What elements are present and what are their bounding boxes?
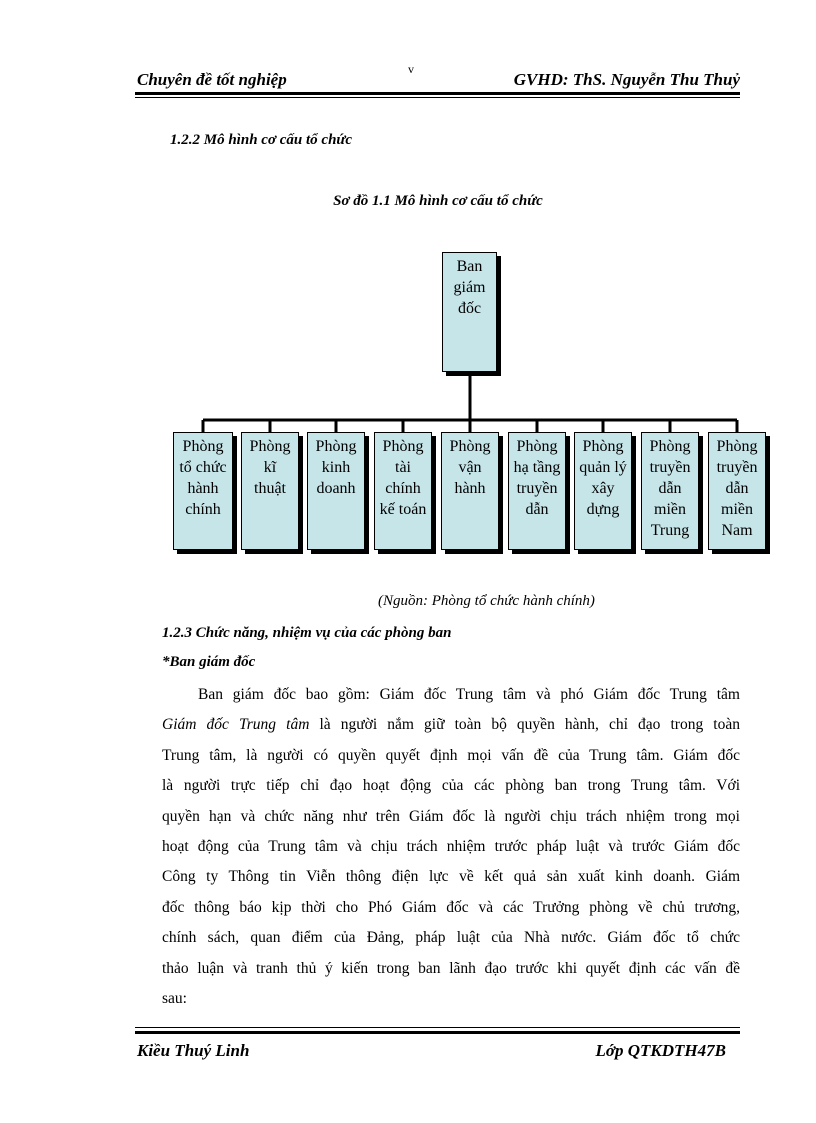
header-page-mark: v (408, 62, 414, 76)
subsection-heading: 1.2.3 Chức năng, nhiệm vụ của các phòng ban (162, 625, 452, 641)
org-box-dept-transmission-central: Phòng truyền dẫn miền Trung (641, 432, 699, 550)
paragraph-line: sau: (162, 990, 187, 1008)
paragraph-line: hoạt động của Trung tâm và chịu trách nhiệm trước pháp luật và trước Giám đốc (162, 838, 740, 856)
paragraph-line: quyền hạn và chức năng như trên Giám đốc là người chịu trách nhiệm trong mọi (162, 807, 740, 825)
org-box-dept-admin: Phòng tổ chức hành chính (173, 432, 233, 550)
org-box-dept-infrastructure: Phòng hạ tầng truyền dẫn (508, 432, 566, 550)
italic-lead: Giám đốc Trung tâm (162, 716, 310, 734)
org-box-dept-technical: Phòng kĩ thuật (241, 432, 299, 550)
paragraph-line: đốc thông báo kịp thời cho Phó Giám đốc và các Trưởng phòng về chủ trương, (162, 898, 740, 916)
footer-author: Kiều Thuý Linh (137, 1041, 250, 1060)
org-box-dept-finance: Phòng tài chính kế toán (374, 432, 432, 550)
org-box-dept-business: Phòng kinh doanh (307, 432, 365, 550)
body-paragraph (162, 680, 740, 1014)
footer-rule-thick (135, 1031, 740, 1034)
header-left-title: Chuyên đề tốt nghiệp (137, 70, 287, 89)
paragraph-line: chính sách, quan điểm của Đảng, pháp luật của Nhà nước. Giám đốc tổ chức (162, 929, 740, 947)
footer-class: Lớp QTKDTH47B (595, 1041, 726, 1060)
paragraph-line: Công ty Thông tin Viễn thông điện lực về kết quả sản xuất kinh doanh. Giám (162, 868, 740, 886)
paragraph-line: thảo luận và tranh thủ ý kiến trong ban lãnh đạo trước khi quyết định các vấn đề (162, 959, 740, 977)
figure-title: Sơ đồ 1.1 Mô hình cơ cấu tổ chức (333, 193, 543, 209)
org-box-dept-operations: Phòng vận hành (441, 432, 499, 550)
paragraph-line: Trung tâm, là người có quyền quyết định mọi vấn đề của Trung tâm. Giám đốc (162, 746, 740, 764)
org-box-board-of-directors: Ban giám đốc (442, 252, 497, 372)
org-box-dept-construction: Phòng quản lý xây dựng (574, 432, 632, 550)
footer-rule-thin (135, 1027, 740, 1028)
paragraph-line: Giám đốc Trung tâm là người nắm giữ toàn bộ quyền hành, chỉ đạo trong toàn (162, 716, 740, 734)
paragraph-line: Ban giám đốc bao gồm: Giám đốc Trung tâm và phó Giám đốc Trung tâm (198, 686, 740, 703)
org-box-dept-transmission-south: Phòng truyền dẫn miền Nam (708, 432, 766, 550)
subsection-subheading: *Ban giám đốc (162, 654, 256, 670)
figure-source: (Nguồn: Phòng tổ chức hành chính) (378, 593, 595, 609)
paragraph-line: là người trực tiếp chỉ đạo hoạt động của các phòng ban trong Trung tâm. Với (162, 777, 740, 795)
section-heading: 1.2.2 Mô hình cơ cấu tổ chức (170, 132, 353, 148)
header-right-title: GVHD: ThS. Nguyễn Thu Thuỷ (513, 70, 740, 89)
